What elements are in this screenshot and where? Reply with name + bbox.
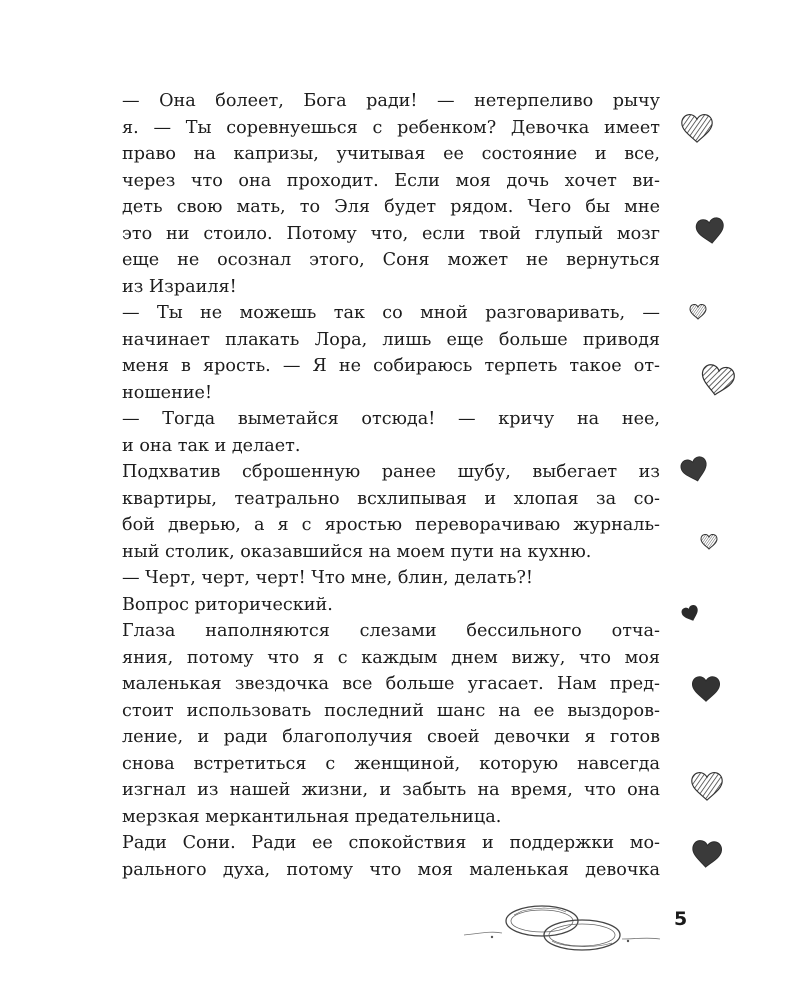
text-line: квартиры, театрально всхлипывая и хлопая за со- <box>122 488 660 509</box>
text-line: стоит использовать последний шанс на ее выздоров- <box>122 700 660 721</box>
heart-solid-icon <box>679 455 710 484</box>
heart-solid-icon <box>695 217 725 245</box>
heart-scribble-icon <box>690 305 706 319</box>
heart-scribble-icon <box>682 115 712 142</box>
wedding-rings-icon <box>462 893 662 963</box>
text-line: изгнал из нашей жизни, и забыть на время, что она <box>122 780 660 800</box>
heart-scribble-icon <box>699 363 736 397</box>
text-line: ный столик, оказавшийся на моем пути на кухню. <box>122 541 592 562</box>
text-line: из Израиля! <box>122 276 237 297</box>
text-line: ношение! <box>122 382 213 403</box>
text-line: это ни стоило. Потому что, если твой глупый мозг <box>122 223 660 244</box>
text-line: яния, потому что я с каждым днем вижу, что моя <box>122 647 660 668</box>
text-line: — Черт, черт, черт! Что мне, блин, делать?! <box>122 568 533 588</box>
text-line: деть свою мать, то Эля будет рядом. Чего бы мне <box>122 197 660 217</box>
heart-scribble-icon <box>701 535 717 549</box>
text-line: бой дверью, а я с яростью переворачиваю журналь- <box>122 515 660 535</box>
heart-scribble-icon <box>692 773 722 800</box>
text-line: право на капризы, учитывая ее состояние и все, <box>122 144 660 164</box>
heart-solid-icon <box>691 840 722 868</box>
text-line: мерзкая меркантильная предательница. <box>122 806 502 827</box>
text-line: Подхватив сброшенную ранее шубу, выбегает из <box>122 462 660 482</box>
text-line: снова встретиться с женщиной, которую навсегда <box>122 753 660 774</box>
text-line: маленькая звездочка все больше угасает. Нам пред- <box>122 674 660 694</box>
text-line: через что она проходит. Если моя дочь хочет ви- <box>122 170 660 191</box>
text-line: — Тогда выметайся отсюда! — кричу на нее, <box>122 409 660 429</box>
text-line: начинает плакать Лора, лишь еще больше приводя <box>122 329 660 350</box>
text-line: я. — Ты соревнуешься с ребенком? Девочка имеет <box>122 117 660 138</box>
text-line: меня в ярость. — Я не собираюсь терпеть такое от- <box>122 356 660 376</box>
body-text <box>122 88 660 883</box>
text-line: Вопрос риторический. <box>122 594 333 615</box>
text-line: — Ты не можешь так со мной разговаривать, — <box>122 303 660 323</box>
text-line: еще не осознал этого, Соня может не вернуться <box>122 250 660 270</box>
text-line: Ради Сони. Ради ее спокойствия и поддержки мо- <box>122 833 660 853</box>
text-line: Глаза наполняются слезами бессильного отча- <box>122 621 660 641</box>
text-line: рального духа, потому что моя маленькая девочка <box>122 859 660 880</box>
text-line: ление, и ради благополучия своей девочки я готов <box>122 727 660 747</box>
heart-solid-icon <box>681 604 701 623</box>
text-line: и она так и делает. <box>122 435 301 456</box>
text-line: — Она болеет, Бога ради! — нетерпеливо рычу <box>122 91 660 111</box>
heart-solid-icon <box>692 677 719 702</box>
page-number: 5 <box>674 908 688 930</box>
